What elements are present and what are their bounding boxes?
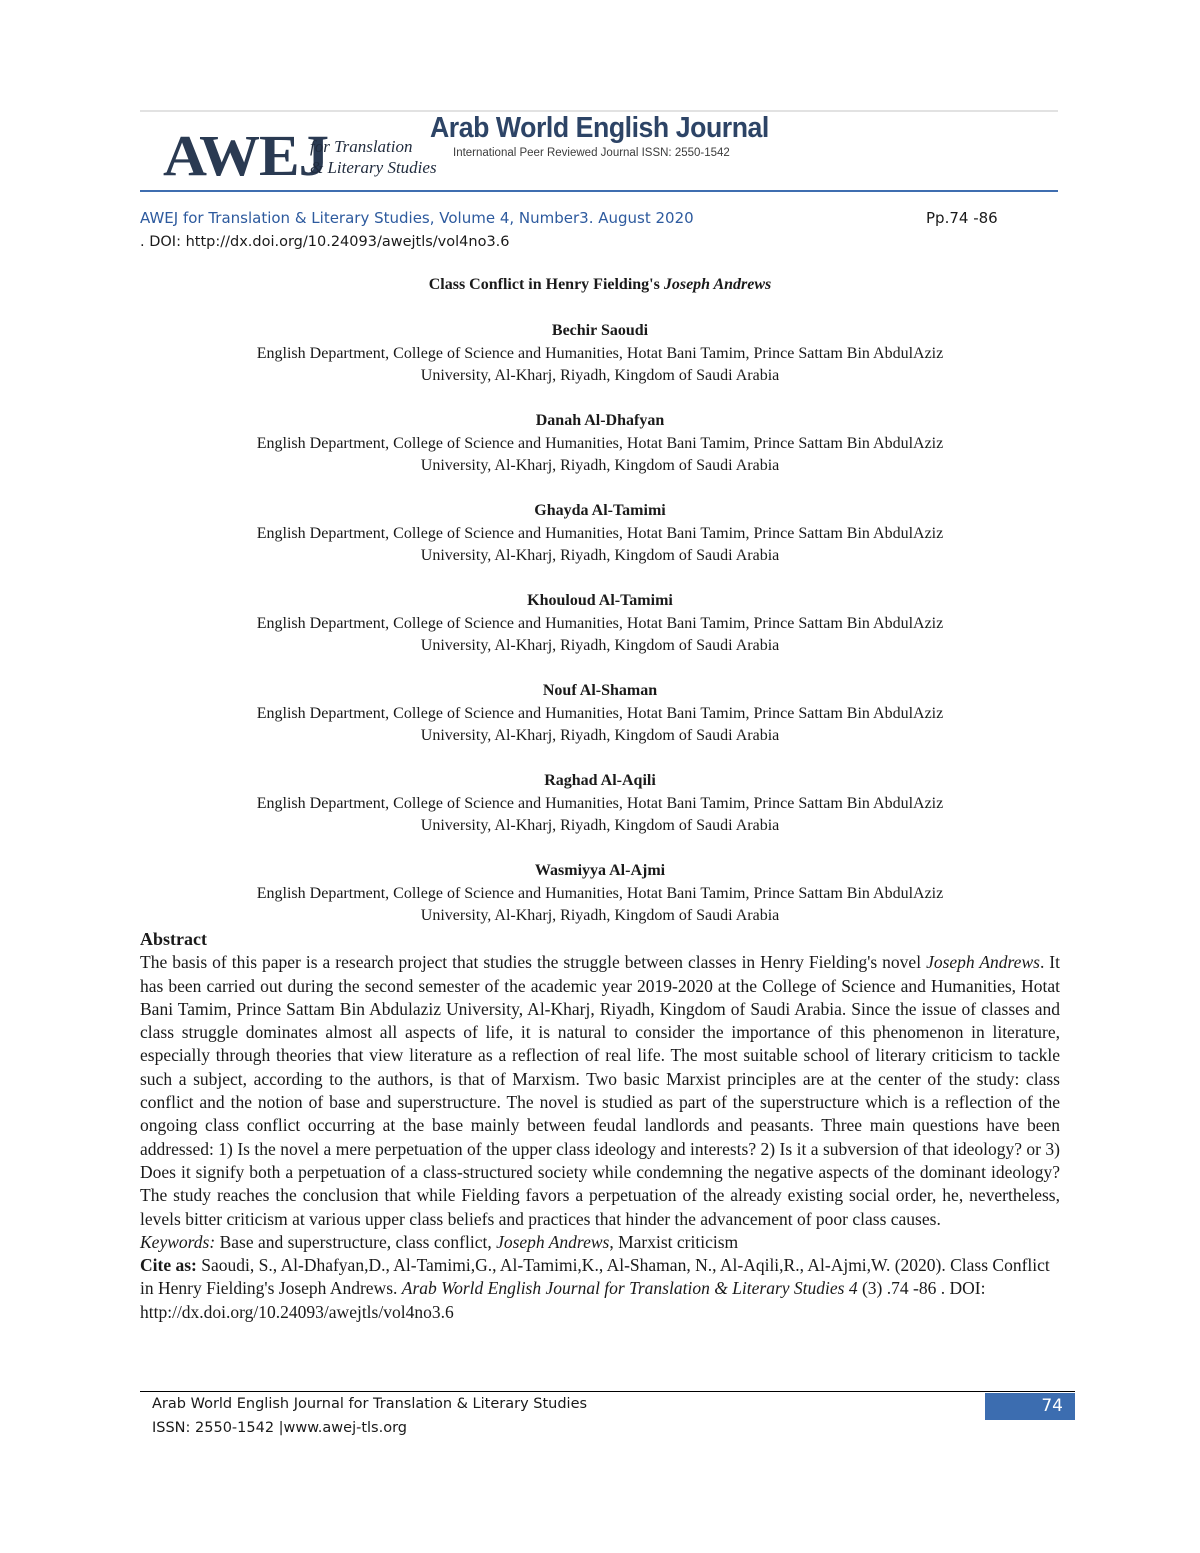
awej-logo: AWEJ [163, 123, 329, 188]
author-1 [140, 320, 1060, 388]
cite-as [140, 1254, 1060, 1324]
page-number: 74 [985, 1393, 1075, 1420]
abstract-text [140, 951, 1060, 1231]
author-name: Nouf Al-Shaman [542, 682, 658, 699]
author-name: Danah Al-Dhafyan [535, 412, 665, 429]
abstract-heading: Abstract [140, 929, 207, 949]
abstract-text-part1: The basis of this paper is a research project that studies the struggle between classes in Henry Fielding's novel [140, 952, 927, 973]
footer-divider [140, 1391, 1075, 1392]
author-affiliation-line1: English Department, College of Science and Humanities, Hotat Bani Tamim, Prince Sattam Bin AbdulAziz [256, 524, 944, 542]
logo-subtitle-line1: for Translation [310, 137, 413, 156]
abstract-text-part2: . It has been carried out during the second semester of the academic year 2019-2020 at the College of Science and Humanities, Hotat Bani Tamim, Prince Sattam Bin Abdulaziz University, Al-Kharj, Riyadh, Kingdom of Saudi Arabia. Since the issue of classes and class struggle dominates almost all aspects of life, it is natural to consider the importance of this phenomenon in literature, especially through theories that view literature as a reflection of real life. The most suitable school of literary criticism to tackle such a subject, according to the authors, is that of Marxism. Two basic Marxist principles are at the center of the study: class conflict and the notion of base and superstructure. The novel is studied as part of the superstructure which is a reflection of the ongoing class conflict occurring at the base mainly between feudal landlords and peasants. Three main questions have been addressed: 1) Is the novel a mere perpetuation of the upper class ideology and interests? 2) Is it a subversion of that ideology? or 3) Does it signify both a perpetuation of a class-structured society while condemning the negative aspects of the dominant ideology? The study reaches the conclusion that while Fielding favors a perpetuation of the already existing social order, he, nevertheless, levels bitter criticism at various upper class beliefs and practices that hinder the advancement of poor class causes. [140, 952, 1060, 1229]
author-3 [140, 500, 1060, 568]
author-name: Khouloud Al-Tamimi [527, 592, 673, 609]
paper-title-italic: Joseph Andrews [663, 276, 772, 293]
author-affiliation-line2: University, Al-Kharj, Riyadh, Kingdom of Saudi Arabia [420, 457, 780, 474]
keywords-text-part2: , Marxist criticism [609, 1231, 739, 1252]
awej-logo-subtitle [310, 136, 437, 178]
author-name: Bechir Saoudi [551, 322, 649, 339]
doi-line[interactable]: . DOI: http://dx.doi.org/10.24093/awejtls/vol4no3.6 [140, 234, 510, 250]
citation-line [140, 209, 1010, 227]
keywords-text-part1: Base and superstructure, class conflict, [215, 1231, 497, 1252]
banner-divider [140, 190, 1058, 192]
author-2 [140, 410, 1060, 478]
author-affiliation-line1: English Department, College of Science and Humanities, Hotat Bani Tamim, Prince Sattam Bin AbdulAziz [256, 434, 944, 452]
author-affiliation-line1: English Department, College of Science and Humanities, Hotat Bani Tamim, Prince Sattam Bin AbdulAziz [256, 614, 944, 632]
author-affiliation-line2: University, Al-Kharj, Riyadh, Kingdom of Saudi Arabia [420, 817, 780, 834]
paper-title-text: Class Conflict in Henry Fielding's [428, 276, 664, 293]
author-affiliation-line1: English Department, College of Science and Humanities, Hotat Bani Tamim, Prince Sattam Bin AbdulAziz [256, 344, 944, 362]
cite-as-label: Cite as: [140, 1255, 197, 1276]
footer-issn-website: ISSN: 2550-1542 |www.awej-tls.org [152, 1420, 407, 1436]
author-affiliation-line2: University, Al-Kharj, Riyadh, Kingdom of Saudi Arabia [420, 367, 780, 384]
keywords-label: Keywords: [140, 1231, 216, 1252]
abstract-section [140, 928, 1060, 1324]
author-6 [140, 770, 1060, 838]
journal-tagline: International Peer Reviewed Journal ISSN: 2550-1542 [453, 147, 730, 159]
author-affiliation-line1: English Department, College of Science and Humanities, Hotat Bani Tamim, Prince Sattam Bin AbdulAziz [256, 884, 944, 902]
author-affiliation-line1: English Department, College of Science and Humanities, Hotat Bani Tamim, Prince Sattam Bin AbdulAziz [256, 704, 944, 722]
author-affiliation-line1: English Department, College of Science and Humanities, Hotat Bani Tamim, Prince Sattam Bin AbdulAziz [256, 794, 944, 812]
author-name: Raghad Al-Aqili [544, 772, 656, 789]
paper-title [0, 276, 1200, 294]
author-affiliation-line2: University, Al-Kharj, Riyadh, Kingdom of Saudi Arabia [420, 907, 780, 924]
logo-subtitle-line2: & Literary Studies [310, 158, 437, 177]
author-affiliation-line2: University, Al-Kharj, Riyadh, Kingdom of Saudi Arabia [420, 637, 780, 654]
keywords-text-italic: Joseph Andrews [496, 1231, 610, 1252]
journal-issue: AWEJ for Translation & Literary Studies, Volume 4, Number3. August 2020 [140, 209, 694, 227]
author-4 [140, 590, 1060, 658]
author-name: Wasmiyya Al-Ajmi [534, 862, 666, 879]
author-name: Ghayda Al-Tamimi [534, 502, 666, 519]
page-range: Pp.74 -86 [926, 209, 998, 227]
cite-as-text-part2: (3) .74 -86 . DOI: http://dx.doi.org/10.24093/awejtls/vol4no3.6 [140, 1278, 986, 1322]
author-5 [140, 680, 1060, 748]
cite-as-text-italic: Arab World English Journal for Translation & Literary Studies 4 [401, 1278, 858, 1299]
author-affiliation-line2: University, Al-Kharj, Riyadh, Kingdom of Saudi Arabia [420, 727, 780, 744]
journal-name: Arab World English Journal [430, 112, 769, 144]
footer-journal-name: Arab World English Journal for Translation & Literary Studies [152, 1396, 588, 1412]
author-affiliation-line2: University, Al-Kharj, Riyadh, Kingdom of Saudi Arabia [420, 547, 780, 564]
abstract-text-italic: Joseph Andrews [926, 952, 1040, 973]
cite-as-text-part1: Saoudi, S., Al-Dhafyan,D., Al-Tamimi,G., Al-Tamimi,K., Al-Shaman, N., Al-Aqili,R., Al-Ajmi,W. (2020). Class Conflict in Henry Fielding's Joseph Andrews. [140, 1255, 1050, 1299]
keywords [140, 1231, 1060, 1254]
author-7 [140, 860, 1060, 928]
